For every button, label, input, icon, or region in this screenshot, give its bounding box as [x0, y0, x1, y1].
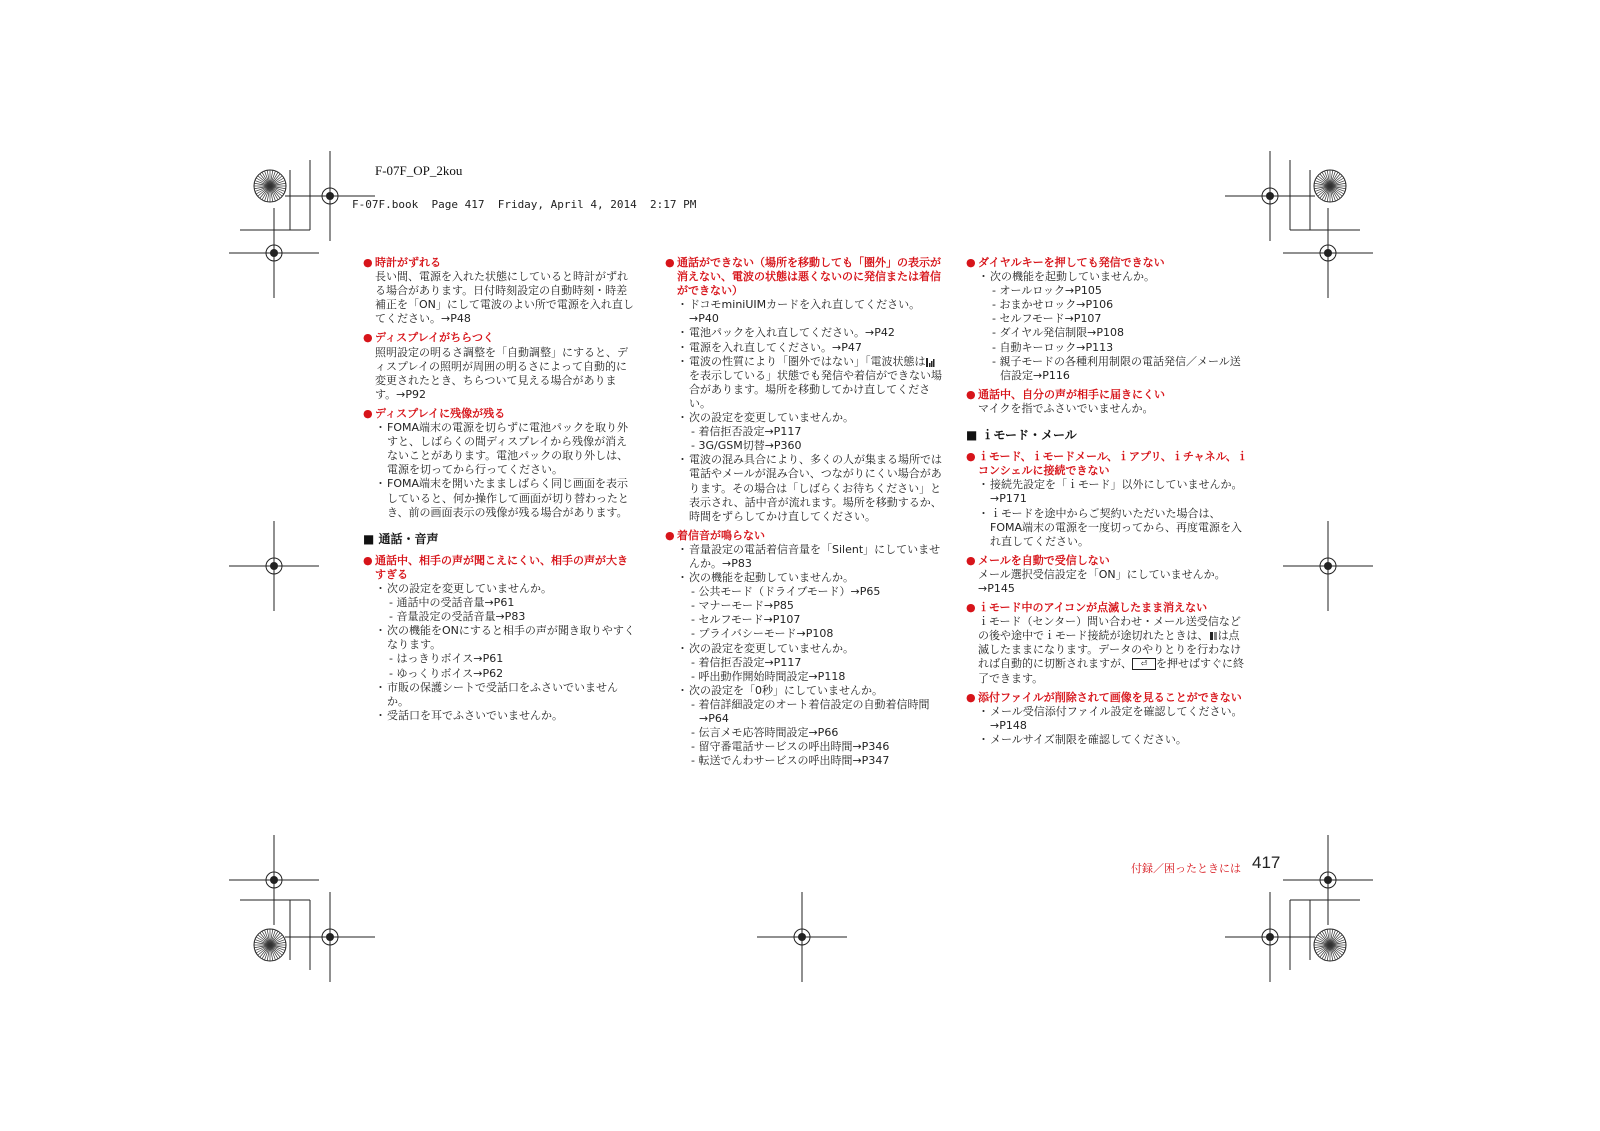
- sub-bullet: - 留守番電話サービスの呼出時間→P346: [691, 740, 890, 754]
- bullet-dot-icon: ●: [966, 601, 976, 615]
- sub-bullet: - 着信拒否設定→P117: [691, 655, 802, 669]
- section-heading: ■ ｉモード・メール: [966, 428, 1077, 443]
- sub-bullet: - 呼出動作開始時間設定→P118: [691, 669, 846, 683]
- item-title: ● 添付ファイルが削除されて画像を見ることができない: [966, 690, 1242, 704]
- bullet: ・次の設定を「0秒」にしていませんか。: [677, 683, 883, 697]
- item-title: ● ディスプレイに残像が残る: [363, 406, 506, 420]
- bullet-dot-icon: ●: [966, 690, 976, 704]
- registration-target-icon: [1283, 208, 1373, 298]
- bullet: ・次の設定を変更していませんか。: [375, 581, 552, 595]
- bullet-dot-icon: ●: [363, 331, 373, 345]
- sub-bullet: - はっきりボイス→P61: [389, 652, 504, 666]
- bullet-dot-icon: ●: [363, 406, 373, 420]
- bullet-dot-icon: ●: [966, 450, 976, 464]
- bullet: ・接続先設定を「ｉモード」以外にしていませんか。→P171: [978, 478, 1243, 506]
- column-1: [363, 256, 637, 728]
- item-own-voice: [966, 388, 1249, 416]
- registration-target-icon: [229, 835, 319, 925]
- sub-bullet: - マナーモード→P85: [691, 599, 794, 613]
- bullet: ・電波の混み具合により、多くの人が集まる場所では電話やメールが混み合い、つながりにくい場合があります。その場合は「しばらくお待ちください」と表示され、話中音が流れます。場所を移動するか、時間をずらしてかけ直してください。: [677, 453, 942, 523]
- registration-target-icon: [1283, 521, 1373, 611]
- bullet: ・電波の性質により「圏外ではない」「電波状態はを表示している」状態でも発信や着信ができない場合があります。場所を移動してかけ直してください。: [677, 354, 942, 410]
- registration-target-icon: [1283, 835, 1373, 925]
- item-title: ● 通話中、自分の声が相手に届きにくい: [966, 387, 1165, 401]
- bullet-dot-icon: ●: [966, 553, 976, 567]
- bullet: ・次の設定を変更していませんか。: [677, 641, 854, 655]
- item-blinking-icon: [966, 601, 1249, 686]
- bullet: ・電源を入れ直してください。→P47: [677, 340, 862, 354]
- registration-target-icon: [757, 892, 847, 982]
- bullet: ・メールサイズ制限を確認してください。: [978, 732, 1187, 746]
- bullet: ・次の機能を起動していませんか。: [978, 270, 1155, 284]
- item-title: ● メールを自動で受信しない: [966, 553, 1110, 567]
- item-cannot-call: [665, 256, 945, 524]
- antenna-status-icon: [926, 357, 935, 367]
- item-body: ｉモード（センター）問い合わせ・メール送受信などの後や途中でｉモード接続が途切れたときは、 は点滅したままになります。データのやりとりを行わなければ自動的に切断されますが、 ⏎ を押せばすぐに終了できます。: [978, 615, 1244, 685]
- item-title: ● ディスプレイがちらつく: [363, 331, 495, 345]
- bullet-dot-icon: ●: [363, 256, 373, 269]
- registration-star-icon: [254, 170, 286, 202]
- sub-bullet: - セルフモード→P107: [691, 613, 801, 627]
- item-title: ● 時計がずれる: [363, 256, 441, 269]
- sub-bullet: - 公共モード（ドライブモード）→P65: [691, 585, 881, 599]
- item-title: ● 着信音が鳴らない: [665, 528, 765, 542]
- end-key-icon: ⏎: [1132, 658, 1156, 670]
- registration-target-icon: [285, 151, 375, 241]
- item-voice-volume: [363, 554, 637, 723]
- registration-target-icon: [229, 208, 319, 298]
- bullet: ・次の設定を変更していませんか。: [677, 411, 854, 425]
- doc-code: F-07F_OP_2kou: [375, 163, 463, 178]
- file-info-line: F-07F.book Page 417 Friday, April 4, 2014 2:17 PM: [352, 198, 697, 211]
- registration-target-icon: [229, 521, 319, 611]
- item-no-ringtone: [665, 529, 945, 769]
- sub-bullet: - セルフモード→P107: [992, 312, 1102, 326]
- registration-star-icon: [1314, 170, 1346, 202]
- sub-bullet: - 自動キーロック→P113: [992, 340, 1114, 354]
- bullet-dot-icon: ●: [966, 387, 976, 401]
- item-title: ● 通話ができない（場所を移動しても「圏外」の表示が消えない、電波の状態は悪くないのに発信または着信ができない）: [665, 256, 941, 298]
- sub-bullet: - 転送でんわサービスの呼出時間→P347: [691, 754, 890, 768]
- sub-bullet: - 着信詳細設定のオート着信設定の自動着信時間→P64: [691, 697, 930, 725]
- column-2: [665, 256, 945, 773]
- bullet-dot-icon: ●: [665, 256, 675, 269]
- item-title: ● ｉモード中のアイコンが点滅したまま消えない: [966, 601, 1208, 615]
- item-imode-connect: [966, 450, 1249, 549]
- registration-target-icon: [1225, 151, 1315, 241]
- sub-bullet: - 音量設定の受話音量→P83: [389, 610, 526, 624]
- bullet: ・ドコモminiUIMカードを入れ直してください。→P40: [677, 298, 921, 326]
- item-clock: [363, 256, 637, 326]
- sub-bullet: - おまかせロック→P106: [992, 298, 1114, 312]
- bullet: ・音量設定の電話着信音量を「Silent」にしていませんか。→P83: [677, 542, 941, 570]
- square-icon: ■: [966, 428, 982, 443]
- page-number: 417: [1252, 853, 1281, 872]
- footer-section: 付録／困ったときには: [1131, 862, 1241, 875]
- item-attachment: [966, 691, 1249, 747]
- registration-target-icon: [285, 892, 375, 982]
- section-heading: ■ 通話・音声: [363, 531, 439, 546]
- sub-bullet: - 親子モードの各種利用制限の電話発信／メール送信設定→P116: [992, 354, 1241, 382]
- item-mail-receive: [966, 554, 1249, 596]
- bullet: ・市販の保護シートで受話口をふさいでいませんか。: [375, 680, 618, 708]
- bullet-dot-icon: ●: [966, 256, 976, 269]
- column-3: [966, 256, 1249, 752]
- item-body: マイクを指でふさいでいませんか。: [978, 401, 1154, 415]
- registration-star-icon: [1314, 929, 1346, 961]
- sub-bullet: - ゆっくりボイス→P62: [389, 666, 504, 680]
- bullet: ・FOMA端末を開いたまましばらく同じ画面を表示していると、何か操作して画面が切り替わったとき、前の画面表示の残像が残る場合があります。: [375, 477, 629, 519]
- item-title: ● ダイヤルキーを押しても発信できない: [966, 256, 1165, 269]
- bullet: ・メール受信添付ファイル設定を確認してください。→P148: [978, 704, 1243, 732]
- bullet-dot-icon: ●: [665, 528, 675, 542]
- sub-bullet: - 3G/GSM切替→P360: [691, 439, 802, 453]
- bullet: ・次の機能を起動していませんか。: [677, 571, 854, 585]
- item-title: ● ｉモード、ｉモードメール、ｉアプリ、ｉチャネル、ｉコンシェルに接続できない: [966, 450, 1248, 478]
- sub-bullet: - オールロック→P105: [992, 284, 1102, 298]
- bullet-dot-icon: ●: [363, 553, 373, 567]
- bullet: ・次の機能をONにすると相手の声が聞き取りやすくなります。: [375, 624, 635, 652]
- sub-bullet: - 通話中の受話音量→P61: [389, 596, 515, 610]
- bullet: ・受話口を耳でふさいでいませんか。: [375, 708, 563, 722]
- sub-bullet: - 着信拒否設定→P117: [691, 425, 802, 439]
- bullet: ・FOMA端末の電源を切らずに電池パックを取り外すと、しばらくの間ディスプレイから残像が消えないことがあります。電池パックの取り外しは、電源を切ってから行ってください。: [375, 421, 629, 477]
- item-body: メール選択受信設定を「ON」にしていませんか。→P145: [978, 567, 1226, 595]
- registration-target-icon: [1225, 892, 1315, 982]
- imode-connect-icon: [1209, 631, 1218, 641]
- sub-bullet: - 伝言メモ応答時間設定→P66: [691, 726, 839, 740]
- item-body: 照明設定の明るさ調整を「自動調整」にすると、ディスプレイの照明が周囲の明るさによって自動的に変更されたとき、ちらついて見える場合があります。→P92: [375, 345, 628, 401]
- item-title: ● 通話中、相手の声が聞こえにくい、相手の声が大きすぎる: [363, 553, 628, 581]
- item-afterimage: [363, 407, 637, 520]
- sub-bullet: - プライバシーモード→P108: [691, 627, 834, 641]
- item-dial-key: [966, 256, 1249, 383]
- bullet: ・ｉモードを途中からご契約いただいた場合は、FOMA端末の電源を一度切ってから、再度電源を入れ直してください。: [978, 506, 1242, 548]
- item-flicker: [363, 331, 637, 401]
- bullet: ・電池パックを入れ直してください。→P42: [677, 326, 895, 340]
- square-icon: ■: [363, 531, 379, 546]
- item-body: 長い間、電源を入れた状態にしていると時計がずれる場合があります。日付時刻設定の自動時刻・時差補正を「ON」にして電波のよい所で電源を入れ直してください。→P48: [375, 270, 634, 326]
- sub-bullet: - ダイヤル発信制限→P108: [992, 326, 1124, 340]
- registration-star-icon: [254, 929, 286, 961]
